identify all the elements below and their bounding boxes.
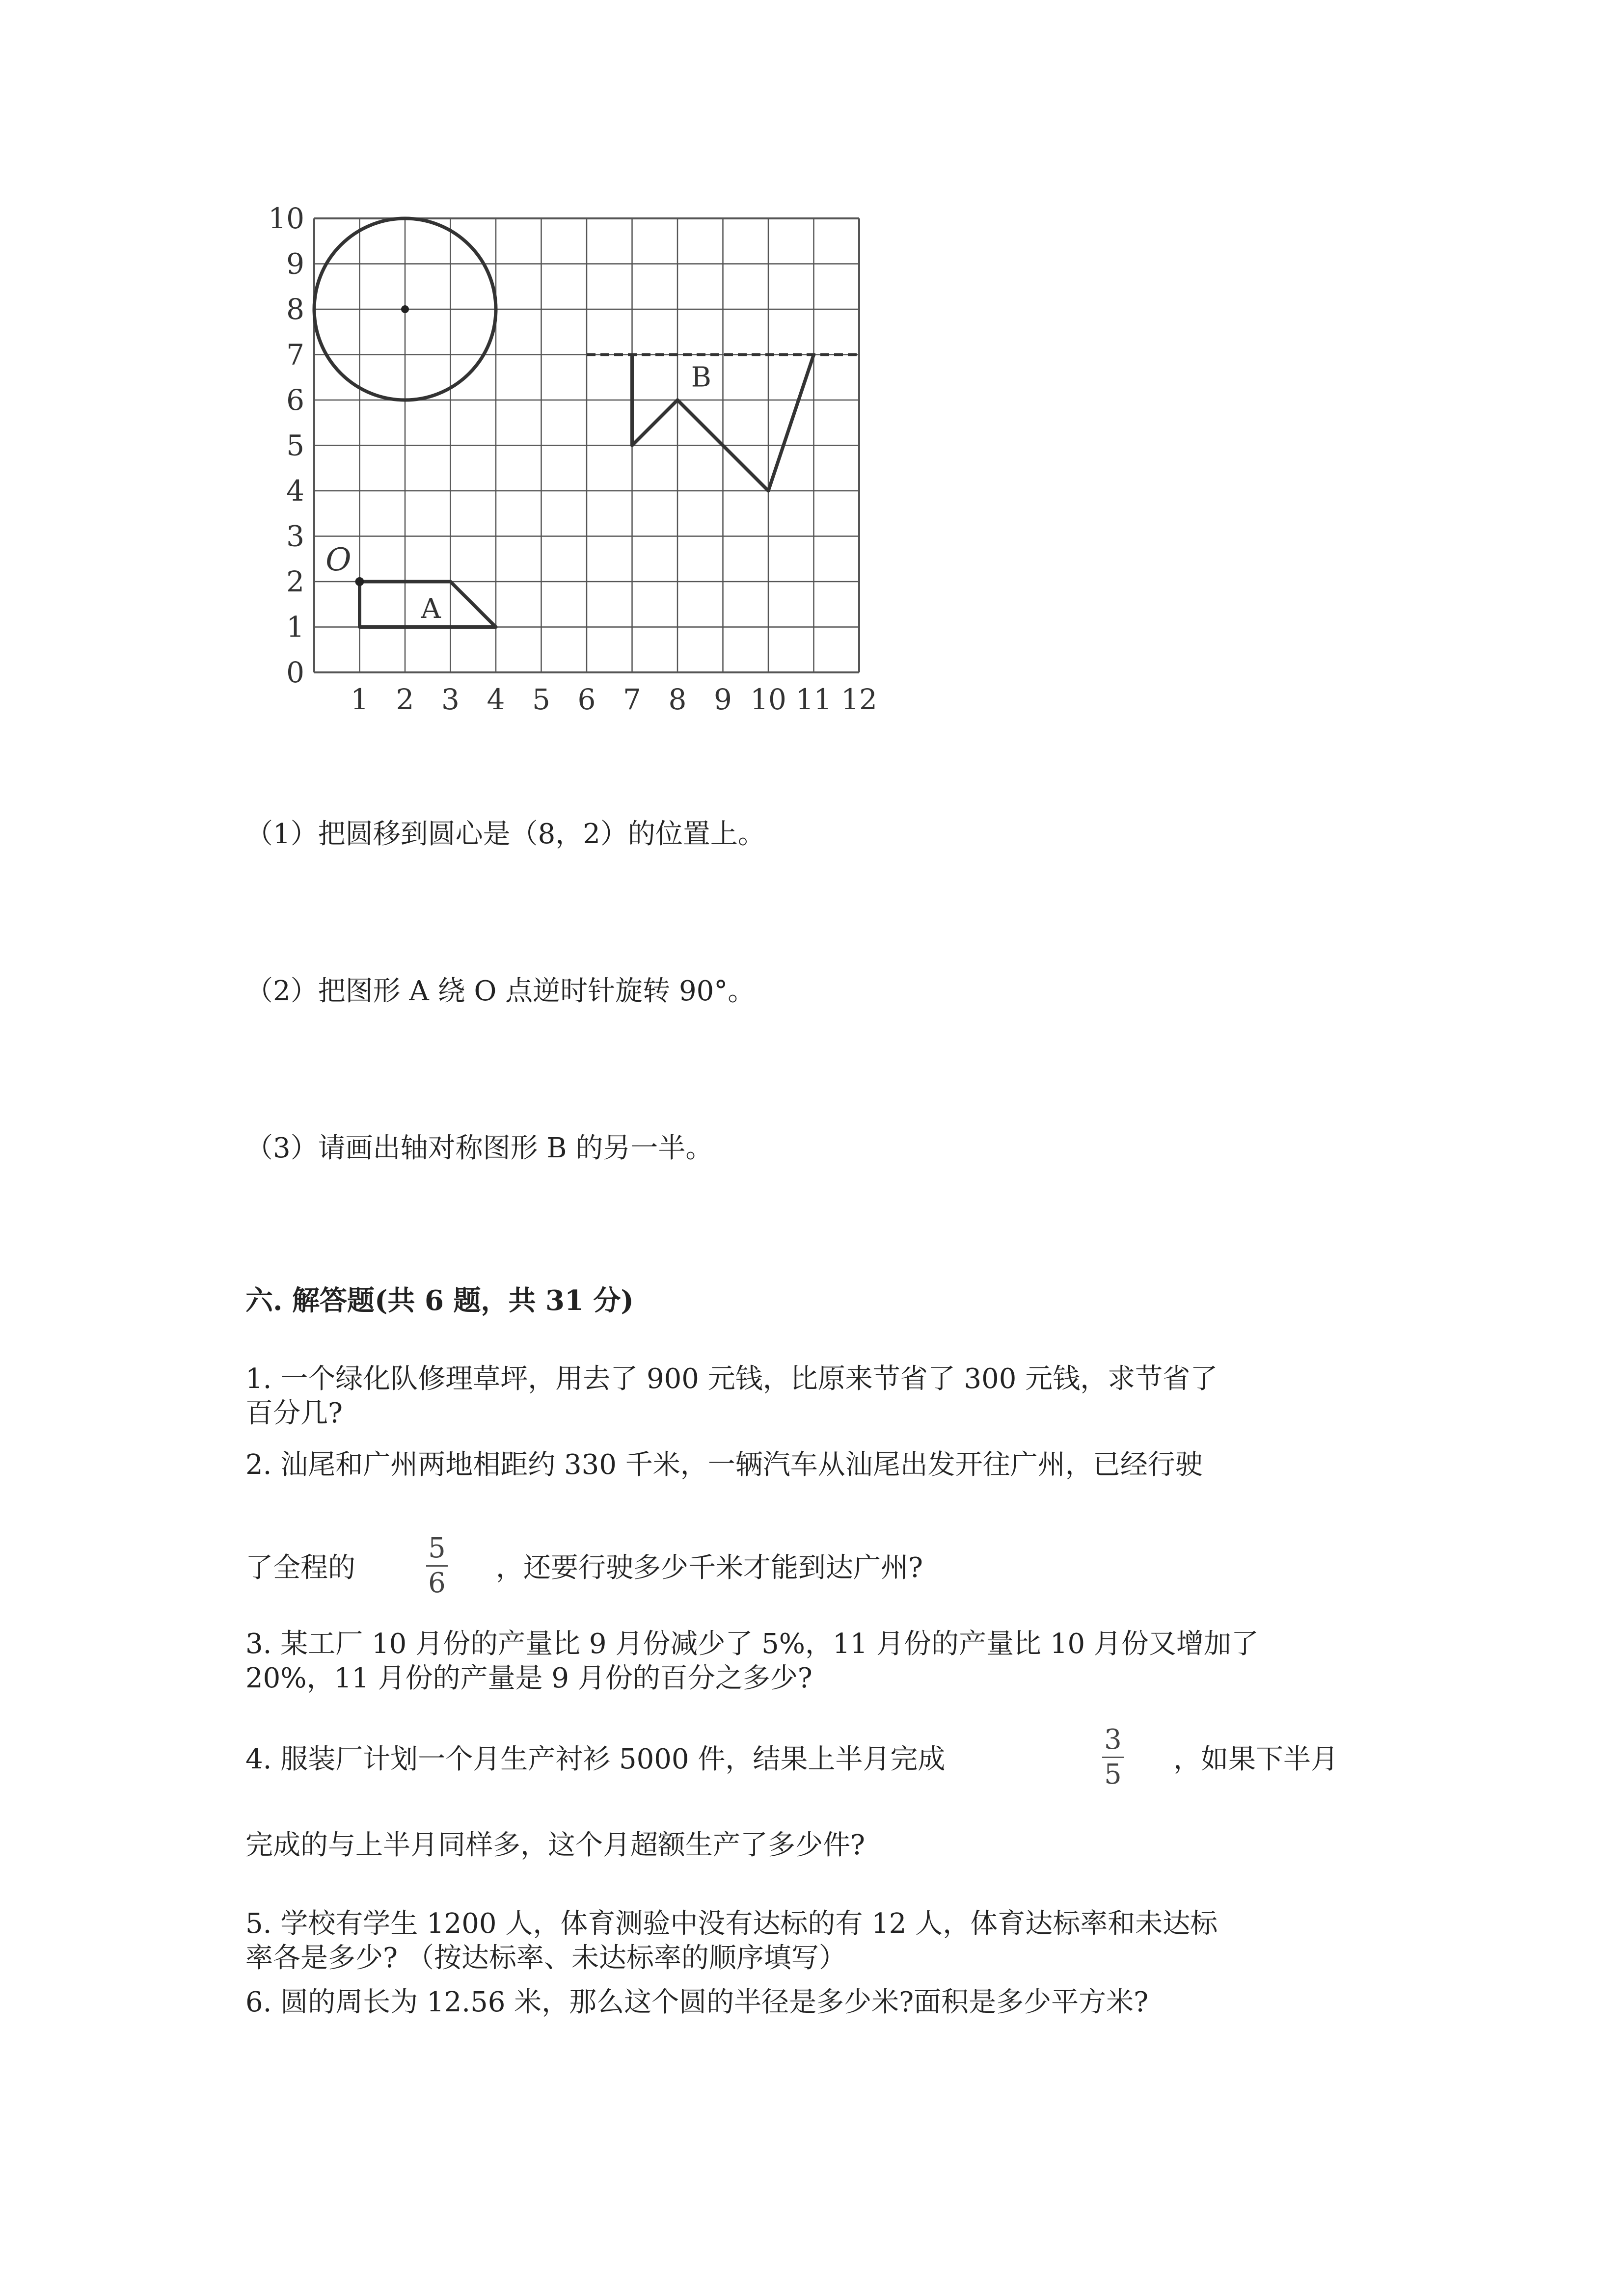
- y-axis-tick-label: 2: [286, 565, 304, 598]
- question-5-line-1: 5. 学校有学生 1200 人，体育测验中没有达标的有 12 人，体育达标率和未达标: [245, 1908, 1218, 1940]
- y-axis-tick-label: 1: [286, 610, 304, 644]
- question-6-line-1: 6. 圆的周长为 12.56 米，那么这个圆的半径是多少米?面积是多少平方米?: [245, 1986, 1149, 2018]
- y-axis-tick-label: 7: [286, 338, 304, 372]
- x-axis-tick-label: 9: [714, 683, 732, 716]
- x-axis-tick-label: 6: [577, 683, 596, 716]
- question-4-line-2: 完成的与上半月同样多，这个月超额生产了多少件?: [245, 1829, 866, 1861]
- x-axis-tick-label: 7: [623, 683, 641, 716]
- origin-label: O: [325, 541, 352, 578]
- fraction-denominator: 6: [428, 1567, 446, 1599]
- x-axis-tick-label: 8: [668, 683, 687, 716]
- y-axis-tick-label: 5: [286, 428, 304, 462]
- question-2-line-2-prefix: 了全程的: [245, 1552, 355, 1584]
- question-5-line-2: 率各是多少? （按达标率、未达标率的顺序填写）: [245, 1942, 846, 1974]
- shape-a-label: A: [421, 593, 441, 625]
- question-2-fraction: [426, 1534, 448, 1598]
- origin-point-dot: [355, 577, 364, 586]
- x-axis-tick-label: 5: [532, 683, 550, 716]
- x-axis-tick-label: 12: [841, 683, 877, 716]
- x-axis-tick-label: 11: [795, 683, 832, 716]
- task-2: （2）把图形 A 绕 O 点逆时针旋转 90°。: [245, 975, 756, 1007]
- question-4-fraction: [1102, 1725, 1124, 1789]
- grid-lines: [314, 218, 859, 672]
- shape-b-label: B: [691, 361, 711, 394]
- question-4-line-1-suffix: ，如果下半月: [1173, 1743, 1338, 1775]
- y-axis-labels: [268, 206, 304, 689]
- task-3: （3）请画出轴对称图形 B 的另一半。: [245, 1132, 713, 1164]
- question-1-line-1: 1. 一个绿化队修理草坪，用去了 900 元钱，比原来节省了 300 元钱，求节省了: [245, 1363, 1218, 1395]
- y-axis-tick-label: 8: [286, 293, 304, 326]
- task-1: （1）把圆移到圆心是（8，2）的位置上。: [245, 818, 765, 850]
- coordinate-grid-figure: [265, 206, 923, 746]
- section-title: 六. 解答题(共 6 题，共 31 分): [245, 1284, 634, 1317]
- y-axis-tick-label: 10: [268, 206, 304, 235]
- fraction-numerator: 3: [1104, 1724, 1122, 1756]
- y-axis-tick-label: 9: [286, 247, 304, 281]
- x-axis-tick-label: 4: [487, 683, 505, 716]
- y-axis-tick-label: 6: [286, 383, 304, 417]
- fraction-denominator: 5: [1104, 1759, 1122, 1790]
- fraction-numerator: 5: [428, 1532, 446, 1564]
- fraction-bar: [1102, 1757, 1124, 1758]
- y-axis-tick-label: 3: [286, 519, 304, 553]
- y-axis-tick-label: 4: [286, 474, 304, 507]
- question-3-line-1: 3. 某工厂 10 月份的产量比 9 月份减少了 5%，11 月份的产量比 10 月份又增加了: [245, 1628, 1259, 1660]
- fraction-bar: [426, 1565, 448, 1567]
- question-2-line-2-suffix: ，还要行驶多少千米才能到达广州?: [496, 1552, 923, 1584]
- x-axis-tick-label: 2: [396, 683, 414, 716]
- y-axis-tick-label: 0: [286, 656, 304, 689]
- x-axis-labels: [351, 683, 877, 716]
- x-axis-tick-label: 1: [351, 683, 369, 716]
- question-3-line-2: 20%，11 月份的产量是 9 月份的百分之多少?: [245, 1662, 812, 1694]
- question-2-line-1: 2. 汕尾和广州两地相距约 330 千米，一辆汽车从汕尾出发开往广州，已经行驶: [245, 1449, 1203, 1481]
- x-axis-tick-label: 10: [750, 683, 786, 716]
- x-axis-tick-label: 3: [441, 683, 460, 716]
- circle-center-dot: [401, 305, 409, 313]
- question-1-line-2: 百分几?: [245, 1397, 343, 1429]
- question-4-line-1-prefix: 4. 服装厂计划一个月生产衬衫 5000 件，结果上半月完成: [245, 1743, 946, 1775]
